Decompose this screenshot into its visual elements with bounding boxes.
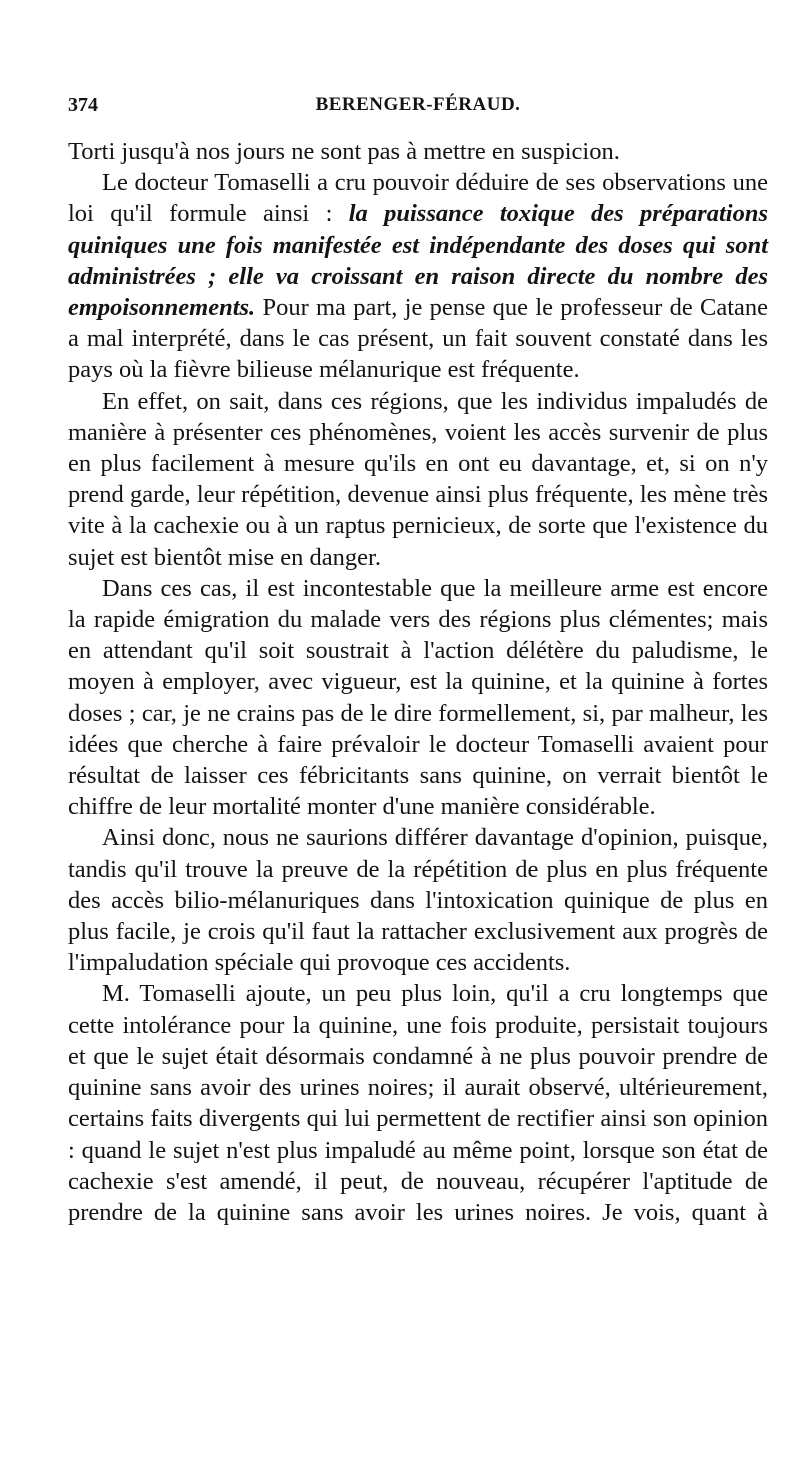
paragraph-5 [68, 822, 768, 978]
paragraph-1-continuation [68, 136, 768, 167]
paragraph-2 [68, 167, 768, 385]
paragraph-text: En effet, on sait, dans ces régions, que les individus impaludés de manière à présenter ces phénomènes, voient les accès survenir de plus en plus facilement à mesure qu'ils en ont eu davantage, et, si on n'y prend garde, leur répétition, devenue ainsi plus fréquente, les mène très vite à la cachexie ou à un raptus pernicieux, de sorte que l'existence du sujet est bientôt mise en danger. [68, 387, 768, 571]
paragraph-6 [68, 978, 768, 1228]
paragraph-text: M. Tomaselli ajoute, un peu plus loin, qu'il a cru longtemps que cette intolérance pour la quinine, une fois produite, persistait toujours et que le sujet était désormais condamné à ne plus pouvoir prendre de quinine sans avoir des urines noires; il aurait observé, ultérieurement, certains faits divergents qui lui permettent de rectifier ainsi son opinion : quand le sujet n'est plus impaludé au même point, lorsque son état de cachexie s'est amendé, il peut, de nouveau, récupérer l'aptitude de prendre de la quinine sans avoir les urines noires. Je vois, quant à [68, 980, 768, 1226]
paragraph-text: Torti jusqu'à nos jours ne sont pas à mettre en suspicion. [68, 138, 620, 165]
paragraph-3 [68, 386, 768, 573]
paragraph-text-after-quote: Pour ma part, je pense que le professeur de Catane a mal interprété, dans le cas présent, un fait souvent constaté dans les pays où la fièvre bilieuse mélanurique est fréquente. [68, 294, 768, 384]
page-number: 374 [68, 94, 98, 116]
italic-quotation: la puissance toxique des préparations quiniques une fois manifestée est indépendante des doses qui sont administrées ; elle va croissant en raison directe du nombre des empoisonnements. [68, 200, 768, 322]
paragraph-text: Ainsi donc, nous ne saurions différer davantage d'opinion, puisque, tandis qu'il trouve la preuve de la répétition de plus en plus fréquente des accès bilio-mélanuriques dans l'intoxication quinique de plus en plus facile, je crois qu'il faut la rattacher exclusivement aux progrès de l'impaludation spéciale qui provoque ces accidents. [68, 824, 768, 977]
running-title: BERENGER-FÉRAUD. [315, 94, 521, 115]
body-text [68, 136, 768, 1228]
paragraph-text: Dans ces cas, il est incontestable que la meilleure arme est encore la rapide émigration du malade vers des régions plus clémentes; mais en attendant qu'il soit soustrait à l'action délétère du paludisme, le moyen à employer, avec vigueur, est la quinine, et la quinine à fortes doses ; car, je ne crains pas de le dire formellement, si, par malheur, les idées que cherche à faire prévaloir le docteur Tomaselli avaient pour résultat de laisser ces fébricitants sans quinine, on verrait bientôt le chiffre de leur mortalité monter d'une manière considérable. [68, 574, 768, 821]
paragraph-4 [68, 573, 768, 823]
paragraph-text-before-quote: Le docteur Tomaselli a cru pouvoir déduire de ses observations une loi qu'il formule ainsi : [68, 169, 768, 228]
running-head [68, 94, 768, 122]
